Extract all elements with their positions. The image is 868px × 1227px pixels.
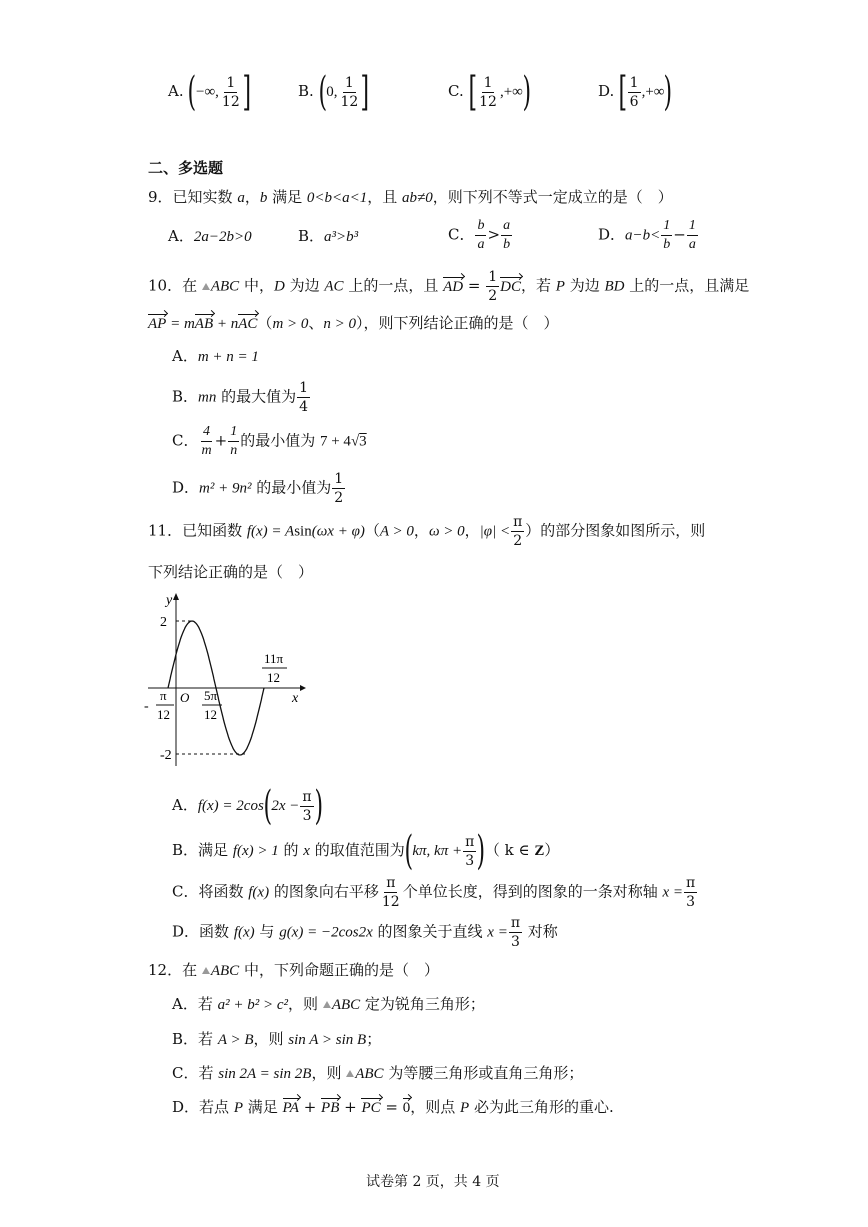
- option-label: A．: [172, 995, 198, 1013]
- option-label: D．: [172, 1098, 200, 1116]
- var: AC: [324, 278, 344, 295]
- math-expr: x =: [662, 884, 684, 901]
- var: P: [460, 1100, 470, 1116]
- var: x: [303, 843, 310, 859]
- var: f: [246, 523, 252, 540]
- math-op: >: [487, 225, 501, 244]
- fraction: [661, 219, 672, 252]
- option-label: B．: [298, 227, 325, 245]
- x-axis-label: x: [292, 691, 299, 706]
- q11-stem-line2: 下列结论正确的是（ ）: [148, 563, 314, 581]
- tick-5pi-denominator: 12: [204, 707, 217, 722]
- fraction: [687, 219, 698, 252]
- denominator: a: [688, 237, 696, 252]
- triangle-icon: [202, 283, 210, 290]
- y-axis-arrow: [173, 593, 179, 600]
- fraction: [297, 381, 310, 414]
- paren-left: (: [404, 828, 413, 874]
- option-text: 满足: [198, 841, 233, 859]
- bracket: ): [663, 69, 673, 115]
- stem-text: 10．在: [148, 276, 202, 295]
- numerator: π: [686, 875, 696, 891]
- math-expr: |φ| <: [479, 523, 511, 540]
- stem-text: ）的部分图象如图所示，则: [525, 521, 706, 540]
- math-expr: A > B: [217, 1032, 254, 1048]
- var: BD: [604, 278, 625, 295]
- y-tick-minus2: -2: [160, 748, 172, 763]
- numerator: b: [475, 219, 486, 236]
- option-text: 必为此三角形的重心.: [469, 1098, 614, 1116]
- option-text: 的图象向右平移: [269, 882, 379, 901]
- vector: AB: [194, 316, 214, 332]
- x-axis-arrow: [300, 685, 306, 691]
- math-expr: ABC: [210, 963, 240, 979]
- math-expr: a² + b² > c²: [217, 997, 289, 1013]
- option-text: 的最大值为: [216, 387, 297, 406]
- denominator: 2: [334, 490, 344, 506]
- fraction: [463, 835, 476, 868]
- denominator: a: [477, 237, 485, 252]
- math-op: =: [463, 276, 486, 295]
- bracket: ]: [242, 69, 251, 115]
- numerator: 1: [334, 471, 344, 487]
- numerator: 1: [226, 74, 236, 91]
- fraction: [684, 876, 697, 909]
- denominator: 3: [302, 807, 312, 824]
- var: a: [237, 190, 245, 206]
- q8-option-a: [168, 69, 251, 115]
- bracket: [: [618, 69, 628, 115]
- math-expr: f(x) = 2cos: [197, 798, 264, 814]
- stem-text: 、: [308, 314, 324, 332]
- y-axis-label: y: [166, 593, 173, 608]
- stem-text: ，: [244, 188, 260, 206]
- q9-stem: [148, 190, 673, 206]
- option-text: ，则点: [410, 1098, 461, 1116]
- numerator: 4: [201, 425, 212, 442]
- option-label: A．: [172, 796, 198, 814]
- option-text: 若: [198, 1030, 218, 1048]
- stem-text: 上的一点，且: [343, 276, 444, 295]
- math-op: +: [298, 1098, 322, 1116]
- stem-text: ，: [413, 521, 429, 540]
- math-text: 0,: [326, 84, 338, 100]
- option-label: A.: [168, 82, 184, 100]
- option-text: 若: [197, 995, 218, 1013]
- option-label: B.: [298, 82, 314, 100]
- math-expr: f(x): [233, 924, 255, 941]
- denominator: b: [503, 237, 511, 252]
- numerator: 1: [687, 219, 698, 236]
- q9-option-b: [298, 229, 358, 245]
- option-label: C．: [172, 431, 199, 450]
- stem-text: 上的一点，且满足: [624, 276, 750, 295]
- option-text: 若点: [199, 1098, 234, 1116]
- numerator: 1: [299, 380, 309, 396]
- math-expr: 2x −: [271, 798, 300, 814]
- math-expr: ABC: [210, 278, 240, 295]
- triangle-icon: [323, 1001, 331, 1008]
- option-label: C．: [172, 1064, 199, 1082]
- tick-11pi-numerator: 11π: [264, 651, 284, 666]
- math-expr: x =: [487, 924, 508, 941]
- math-expr: n > 0: [323, 316, 357, 332]
- var: P: [233, 1100, 243, 1116]
- stem-text: （: [257, 314, 273, 332]
- q9-option-d: [598, 219, 699, 252]
- sine-graph: [140, 588, 310, 770]
- fraction: [332, 472, 345, 505]
- fraction: [509, 916, 522, 949]
- numerator: 1: [344, 74, 354, 91]
- bracket: (: [318, 69, 327, 115]
- q10-option-b: [172, 381, 311, 414]
- option-text: 定为锐角三角形；: [360, 995, 485, 1013]
- q8-option-b: [298, 69, 370, 115]
- numerator: π: [510, 915, 521, 931]
- math-text: ,+∞: [499, 84, 523, 100]
- fraction: [300, 790, 313, 823]
- stem-text: ），则下列结论正确的是（ ）: [356, 314, 559, 332]
- radicand: 3: [359, 433, 367, 450]
- math-expr: m + n = 1: [197, 349, 259, 365]
- denominator: 12: [221, 93, 240, 110]
- paren-left: (: [263, 783, 272, 829]
- math-expr: ab≠0: [402, 190, 433, 206]
- math-expr: kπ, kπ +: [412, 843, 463, 859]
- fraction: [477, 76, 499, 109]
- denominator: b: [663, 237, 671, 252]
- fraction: [511, 515, 524, 548]
- bracket: (: [187, 69, 197, 115]
- denominator: 3: [510, 934, 520, 950]
- q9-option-a: [168, 229, 252, 245]
- stem-text: 为边: [564, 276, 605, 295]
- tick-11pi-denominator: 12: [267, 670, 280, 685]
- q10-option-c: [172, 425, 367, 458]
- q12-option-d: [172, 1100, 614, 1116]
- math-expr: m² + 9n²: [199, 480, 252, 497]
- q11-stem-line1: [148, 515, 705, 548]
- numerator: 1: [661, 219, 672, 236]
- math-expr: ABC: [331, 997, 361, 1013]
- option-text: 的最小值为: [240, 431, 320, 450]
- numerator: π: [386, 875, 396, 891]
- vector: PC: [361, 1100, 381, 1116]
- q9-option-c: [448, 219, 513, 252]
- numerator: 1: [483, 74, 493, 91]
- math-expr: g(x) = −2cos2x: [279, 924, 373, 941]
- math-text: ,+∞: [641, 84, 665, 100]
- q8-option-d: [598, 69, 673, 115]
- q11-option-d: [172, 916, 558, 949]
- bracket: ]: [360, 69, 370, 115]
- denominator: 12: [381, 894, 400, 910]
- option-label: B．: [172, 387, 199, 406]
- fraction: [220, 76, 242, 109]
- q12-option-a: [172, 997, 485, 1013]
- stem-text: 12．在: [148, 961, 202, 979]
- option-text: 的最小值为: [251, 478, 332, 497]
- stem-text: ，且: [367, 188, 403, 206]
- math-expr: = m: [166, 316, 195, 332]
- tick-neg-denominator: 12: [157, 707, 170, 722]
- vector: AC: [238, 316, 258, 332]
- math-op: +: [339, 1098, 362, 1116]
- stem-text: （: [364, 521, 380, 540]
- q10-option-d: [172, 472, 346, 505]
- numerator: 1: [228, 425, 239, 442]
- neg-sign: -: [144, 699, 149, 714]
- math-expr: ABC: [355, 1066, 384, 1082]
- numerator: π: [513, 514, 523, 530]
- denominator: 2: [488, 288, 498, 304]
- option-label: A．: [168, 227, 194, 245]
- vector: PB: [321, 1100, 340, 1116]
- math-expr: sin 2A = sin 2B: [218, 1066, 312, 1082]
- option-text: ，则: [311, 1064, 347, 1082]
- numerator: π: [302, 788, 312, 805]
- math-expr: (x) = A: [251, 523, 295, 540]
- fraction: [486, 270, 499, 303]
- option-text: （ k ∈: [484, 841, 535, 859]
- option-text: 满足: [242, 1098, 283, 1116]
- stem-text: ，则下列不等式一定成立的是（ ）: [432, 188, 673, 206]
- var: D: [273, 278, 285, 295]
- stem-text: 为边: [284, 276, 325, 295]
- option-label: C．: [172, 882, 199, 901]
- option-text: 与: [254, 922, 280, 941]
- denominator: m: [201, 443, 212, 458]
- vector: AP: [148, 316, 167, 332]
- denominator: 4: [299, 399, 309, 415]
- stem-text: 中，下列命题正确的是（ ）: [239, 961, 439, 979]
- denominator: 6: [629, 93, 639, 110]
- stem-text: 9．已知实数: [148, 188, 238, 206]
- triangle-icon: [202, 967, 210, 974]
- sqrt-symbol: √: [350, 433, 360, 450]
- var: P: [555, 278, 565, 295]
- y-tick-2: 2: [160, 615, 167, 630]
- option-text: 的: [278, 841, 304, 859]
- math-expr: A > 0: [379, 523, 414, 540]
- option-label: A．: [172, 347, 198, 365]
- denominator: 12: [479, 93, 497, 110]
- math-expr: 0<b<a<1: [306, 190, 368, 206]
- tick-5pi-numerator: 5π: [204, 688, 218, 703]
- q11-option-b: [172, 828, 560, 874]
- math-expr: f(x): [248, 884, 270, 901]
- page-footer: 试卷第 2 页，共 4 页: [366, 1174, 500, 1190]
- option-label: D．: [172, 478, 200, 497]
- fraction: [228, 425, 239, 458]
- option-text: 函数: [199, 922, 234, 941]
- q12-option-c: [172, 1066, 583, 1082]
- q8-option-c: [448, 69, 531, 115]
- math-expr: (ωx + φ): [311, 523, 365, 540]
- math-func: sin: [294, 523, 312, 540]
- stem-text: 11．已知函数: [148, 521, 247, 540]
- option-label: C．: [448, 225, 475, 244]
- option-text: 为等腰三角形或直角三角形；: [383, 1064, 584, 1082]
- math-op: +: [214, 431, 228, 450]
- fraction: [380, 876, 402, 909]
- option-text: 的图象关于直线: [372, 922, 488, 941]
- math-expr: 2a−2b>0: [193, 229, 252, 245]
- triangle-icon: [346, 1070, 354, 1077]
- math-expr: sin A > sin B: [288, 1032, 367, 1048]
- option-text: 若: [198, 1064, 219, 1082]
- vector: DC: [500, 278, 521, 295]
- stem-text: ，: [464, 521, 480, 540]
- stem-text: 中，: [239, 276, 274, 295]
- vector: AD: [443, 278, 464, 295]
- math-expr: a−b<: [625, 227, 661, 244]
- option-text: 将函数: [198, 882, 249, 901]
- option-label: D．: [172, 922, 200, 941]
- fraction: [628, 76, 641, 109]
- denominator: 3: [465, 852, 475, 869]
- vector: PA: [282, 1100, 299, 1116]
- math-expr: 7 + 4: [319, 433, 351, 450]
- var: b: [259, 190, 268, 206]
- option-label: D.: [598, 82, 615, 100]
- math-expr: f(x) > 1: [232, 843, 279, 859]
- bracket: [: [468, 69, 477, 115]
- option-text: 的取值范围为: [309, 841, 405, 859]
- origin-label: O: [180, 690, 190, 705]
- option-label: B．: [172, 1030, 199, 1048]
- q10-stem-line2: [148, 316, 559, 332]
- denominator: 3: [686, 894, 696, 910]
- option-text: ，则: [253, 1030, 289, 1048]
- math-text: −∞,: [196, 84, 219, 100]
- q10-stem-line1: [148, 270, 749, 303]
- stem-text: 满足: [267, 188, 307, 206]
- zero-vector: 0: [402, 1100, 411, 1116]
- math-expr: mn: [198, 389, 217, 406]
- fraction: [501, 219, 512, 252]
- q12-option-b: [172, 1032, 381, 1048]
- math-expr: + n: [213, 316, 239, 332]
- option-label: C.: [448, 82, 464, 100]
- math-expr: ω > 0: [428, 523, 465, 540]
- paren-right: ): [314, 783, 323, 829]
- numerator: a: [501, 219, 512, 236]
- integer-set: Z: [534, 843, 545, 859]
- denominator: n: [230, 443, 238, 458]
- tick-neg-numerator: π: [160, 688, 167, 703]
- option-text: 对称: [523, 922, 558, 941]
- bracket: ): [522, 69, 531, 115]
- q11-option-c: [172, 876, 698, 909]
- math-op: =: [380, 1098, 403, 1116]
- numerator: 1: [488, 269, 498, 285]
- option-label: D．: [598, 225, 626, 244]
- q10-option-a: [172, 349, 259, 365]
- fraction: [475, 219, 486, 252]
- numerator: 1: [629, 74, 639, 91]
- option-text: 个单位长度，得到的图象的一条对称轴: [402, 882, 663, 901]
- denominator: 2: [513, 533, 523, 549]
- numerator: π: [465, 833, 475, 850]
- fraction: [338, 76, 360, 109]
- option-text: ，则: [288, 995, 323, 1013]
- option-label: B．: [172, 841, 199, 859]
- section-title: 二、多选题: [148, 159, 224, 177]
- q12-stem: [148, 963, 439, 979]
- denominator: 12: [340, 93, 359, 110]
- math-expr: m > 0: [272, 316, 309, 332]
- paren-right: ): [476, 828, 486, 874]
- q11-option-a: [172, 783, 323, 829]
- option-text: ；: [366, 1030, 382, 1048]
- math-op: −: [673, 225, 686, 244]
- option-text: ）: [544, 841, 560, 859]
- math-expr: a³>b³: [324, 229, 359, 245]
- fraction: [199, 425, 213, 458]
- stem-text: ，若: [520, 276, 556, 295]
